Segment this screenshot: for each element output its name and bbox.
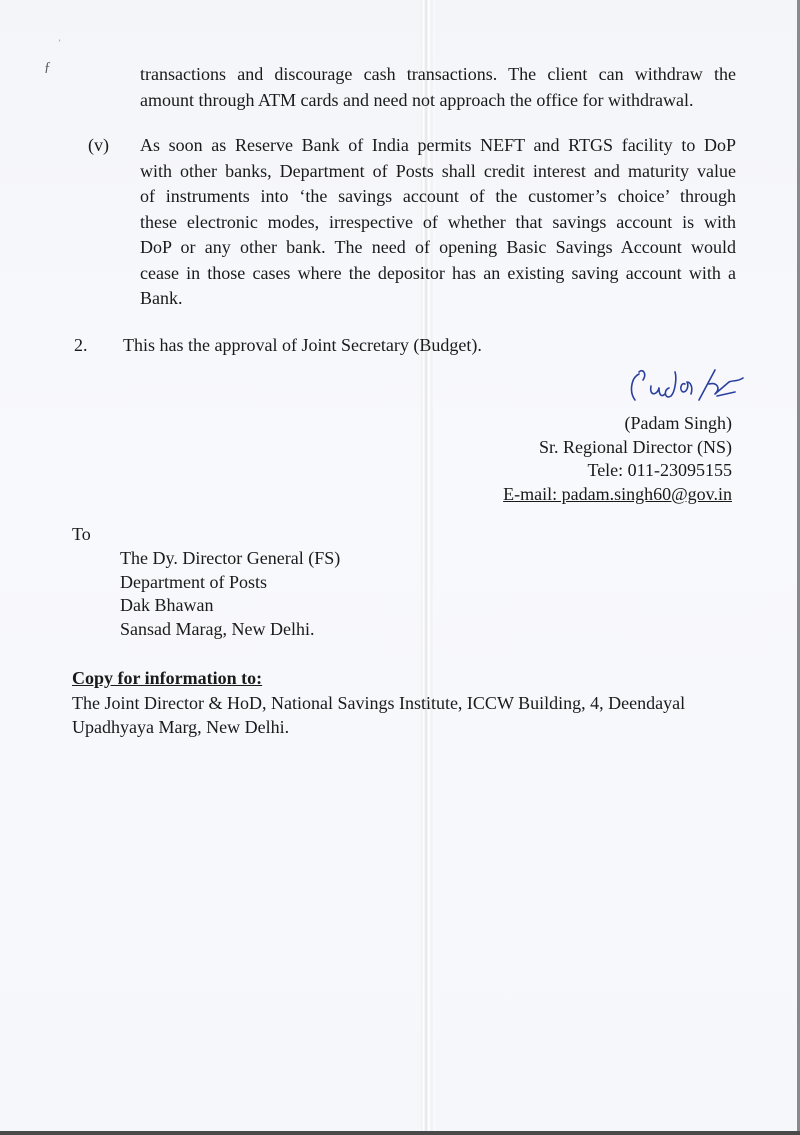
- paragraph-line: Bank.: [140, 288, 183, 308]
- approval-paragraph: This has the approval of Joint Secretary (Budget).: [123, 335, 482, 355]
- address-line: Dak Bhawan: [120, 595, 214, 615]
- signatory-designation: Sr. Regional Director (NS): [539, 436, 732, 457]
- paragraph-line: cease in those cases where the depositor has an existing saving account with a: [140, 262, 736, 283]
- paragraph-line: of instruments into ‘the savings account of the customer’s choice’ through: [140, 186, 736, 206]
- paragraph-line: amount through ATM cards and need not approach the office for withdrawal.: [140, 89, 694, 110]
- signatory-email: E-mail: padam.singh60@gov.in: [503, 483, 732, 504]
- scan-artifact: ƒ: [44, 60, 51, 75]
- paragraph-line: with other banks, Department of Posts shall credit interest and maturity value: [140, 160, 736, 181]
- paragraph-line: DoP or any other bank. The need of opening Basic Savings Account would: [140, 237, 736, 257]
- copy-to-recipient: [72, 691, 736, 739]
- paragraph-line: As soon as Reserve Bank of India permits NEFT and RTGS facility to DoP: [140, 135, 736, 155]
- page-edge: [0, 1131, 800, 1135]
- copy-to-heading: Copy for information to:: [72, 668, 263, 688]
- copy-to-line: The Joint Director & HoD, National Savings Institute, ICCW Building, 4, Deendayal: [72, 693, 686, 713]
- signatory-block: [503, 412, 732, 506]
- paragraph-line: transactions and discourage cash transactions. The client can withdraw the: [140, 64, 736, 84]
- scan-artifact: ʼ: [58, 38, 61, 48]
- list-item-v: [140, 133, 736, 312]
- to-label: To: [72, 524, 91, 544]
- continuation-paragraph: [140, 62, 736, 113]
- handwritten-signature: [625, 360, 755, 410]
- list-marker: (v): [88, 135, 109, 155]
- paragraph-number: 2.: [74, 335, 88, 355]
- address-line: Sansad Marag, New Delhi.: [120, 618, 315, 639]
- address-line: The Dy. Director General (FS): [120, 548, 341, 568]
- paragraph-line: these electronic modes, irrespective of whether that savings account is with: [140, 211, 736, 232]
- signatory-name: (Padam Singh): [624, 413, 732, 433]
- recipient-address: [120, 547, 340, 641]
- signatory-phone: Tele: 011-23095155: [587, 460, 732, 480]
- copy-to-line: Upadhyaya Marg, New Delhi.: [72, 717, 290, 737]
- address-line: Department of Posts: [120, 571, 267, 592]
